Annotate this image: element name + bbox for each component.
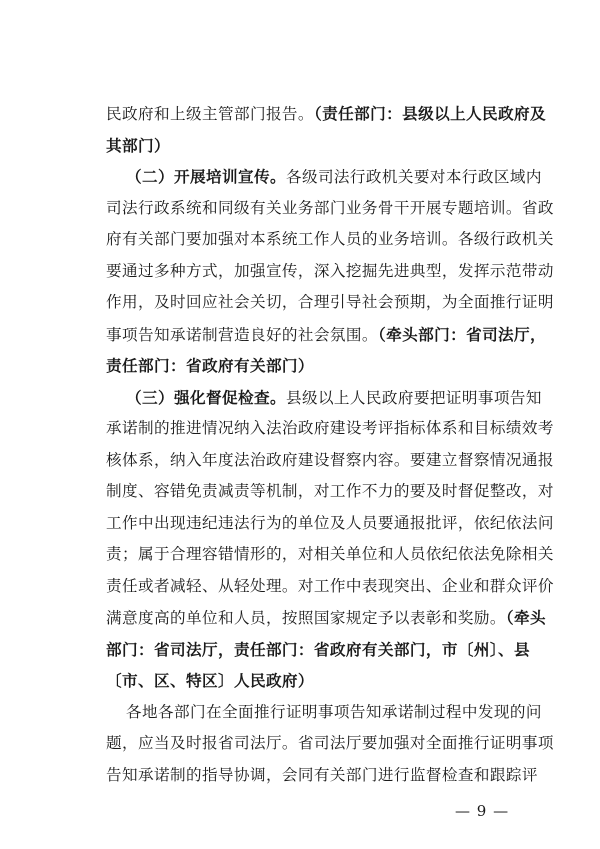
text-line — [106, 476, 554, 508]
text-line — [106, 224, 554, 256]
bold-text-segment: （责任部门：县级以上人民政府及 — [313, 104, 547, 123]
text-line — [106, 161, 542, 193]
text-segment: 民政府和上级主管部门报告。 — [106, 105, 314, 123]
bold-text-segment: 部门：省司法厅，责任部门：省政府有关部门，市〔州〕、县 — [106, 639, 531, 659]
text-line — [106, 193, 554, 225]
text-segment: 核体系，纳入年度法治政府建设督察内容。要建立督察情况通报 — [106, 450, 554, 469]
bold-text-segment: （牵头 — [505, 608, 547, 627]
bold-text-segment: 其部门） — [106, 135, 170, 155]
text-line — [106, 130, 526, 162]
text-segment: 责；属于合理容错情形的，对相关单位和人员依纪依法免除相关 — [106, 545, 554, 563]
text-segment: 承诺制的推进情况纳入法治政府建设考评指标体系和目标绩效考 — [106, 419, 554, 437]
text-segment: 作用，及时回应社会关切，合理引导社会预期，为全面推行证明 — [106, 293, 554, 311]
text-segment: 责任或者减轻、从轻处理。对工作中表现突出、企业和群众评价 — [106, 576, 554, 595]
text-line — [106, 382, 542, 414]
text-line — [106, 760, 538, 792]
text-line — [106, 287, 554, 319]
text-segment: 题，应当及时报省司法厅。省司法厅要加强对全面推行证明事项 — [106, 734, 554, 752]
text-line — [106, 571, 554, 603]
text-line — [106, 98, 547, 130]
bold-text-segment: （二）开展培训宣传。 — [126, 167, 286, 186]
bold-text-segment: 〔市、区、特区〕人民政府） — [106, 671, 314, 690]
document-body — [106, 98, 554, 791]
page-number: — 9 — — [455, 802, 510, 820]
text-line — [106, 319, 547, 351]
text-segment: 府有关部门要加强对本系统工作人员的业务培训。各级行政机关 — [106, 230, 554, 248]
bold-text-segment: （牵头部门：省司法厅， — [377, 324, 547, 344]
text-line — [106, 508, 554, 540]
text-segment: 告知承诺制的指导协调，会同有关部门进行监督检查和跟踪评 — [106, 765, 538, 784]
text-line — [106, 445, 554, 477]
text-line — [106, 697, 542, 729]
text-segment: 制度、容错免责减责等机制，对工作不力的要及时督促整改，对 — [106, 482, 554, 500]
text-segment: 事项告知承诺制营造良好的社会氛围。 — [106, 325, 378, 344]
text-line — [106, 350, 526, 382]
text-line — [106, 539, 554, 571]
text-segment: 满意度高的单位和人员，按照国家规定予以表彰和奖励。 — [106, 609, 506, 627]
text-line — [106, 413, 554, 445]
text-segment: 各级司法行政机关要对本行政区域内 — [285, 168, 542, 186]
text-segment: 县级以上人民政府要把证明事项告知 — [285, 388, 542, 407]
text-line — [106, 665, 526, 697]
text-line — [106, 728, 554, 760]
text-segment: 各地各部门在全面推行证明事项告知承诺制过程中发现的问 — [126, 702, 542, 721]
text-line — [106, 634, 531, 666]
text-segment: 工作中出现违纪违法行为的单位及人员要通报批评，依纪依法问 — [106, 513, 554, 532]
text-line — [106, 256, 554, 288]
text-segment: 司法行政系统和同级有关业务部门业务骨干开展专题培训。省政 — [106, 198, 554, 217]
text-line — [106, 602, 547, 634]
bold-text-segment: （三）强化督促检查。 — [126, 387, 286, 407]
text-segment: 要通过多种方式，加强宣传，深入挖掘先进典型，发挥示范带动 — [106, 261, 554, 280]
bold-text-segment: 责任部门：省政府有关部门） — [106, 356, 314, 375]
